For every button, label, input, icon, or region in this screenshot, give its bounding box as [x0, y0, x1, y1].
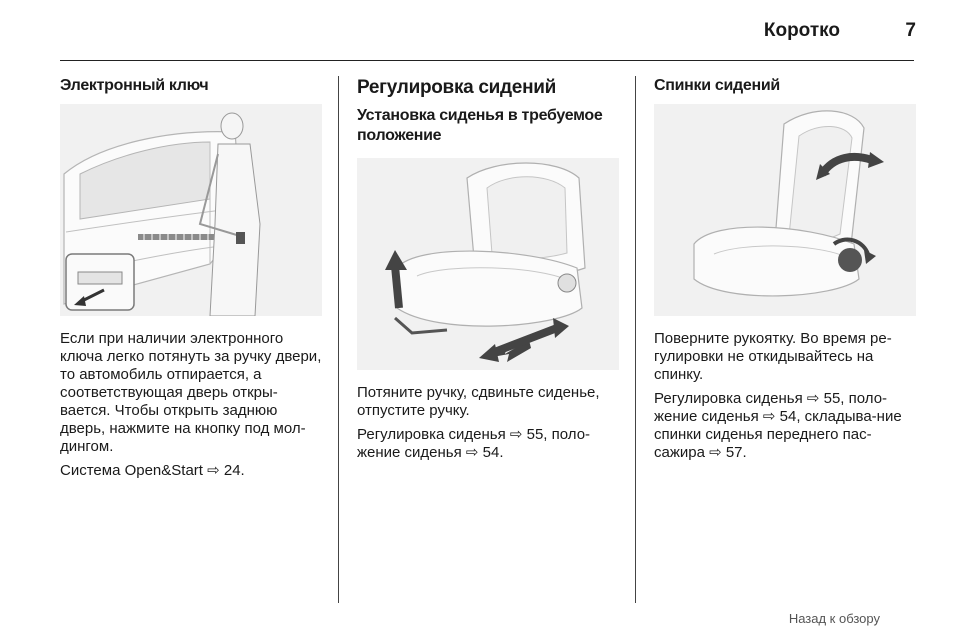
column-electronic-key [60, 76, 324, 486]
column-seat-backs [654, 76, 916, 468]
paragraph: Поверните рукоятку. Во время ре-гулировки не откидывайтесь на спинку. [654, 330, 892, 383]
illustration-seat-backs [654, 104, 916, 316]
paragraph: Потяните ручку, сдвиньте сиденье, отпустите ручку. [357, 384, 600, 419]
heading-seat-backs: Спинки сидений [654, 77, 780, 94]
illustration-seat-adjustment [357, 158, 619, 370]
heading-seat-adjustment: Регулировка сидений [357, 77, 557, 98]
column-divider [635, 76, 636, 603]
paragraph: Если при наличии электронного ключа легко потянуть за ручку двери, то автомобиль отпирается, а соответствующая дверь откры-вается. Чтобы открыть заднюю дверь, нажмите на кнопку под мол-дингом. [60, 330, 322, 455]
page-number: 7 [905, 20, 916, 41]
column-divider [338, 76, 339, 603]
header-rule [60, 60, 914, 61]
paragraph: Система Open&Start ⇨ 24. [60, 462, 245, 479]
back-to-overview-link[interactable]: Назад к обзору [788, 611, 880, 626]
subheading-seat-position: Установка сиденья в требуемое положение [357, 107, 603, 144]
heading-electronic-key: Электронный ключ [60, 77, 209, 94]
illustration-electronic-key [60, 104, 322, 316]
paragraph: Регулировка сиденья ⇨ 55, поло-жение сиденья ⇨ 54, складыва-ние спинки сиденья переднего пас-сажира ⇨ 57. [654, 390, 902, 461]
section-title: Коротко [763, 20, 840, 41]
column-seat-adjustment [357, 76, 623, 468]
paragraph: Регулировка сиденья ⇨ 55, поло-жение сиденья ⇨ 54. [357, 426, 591, 461]
